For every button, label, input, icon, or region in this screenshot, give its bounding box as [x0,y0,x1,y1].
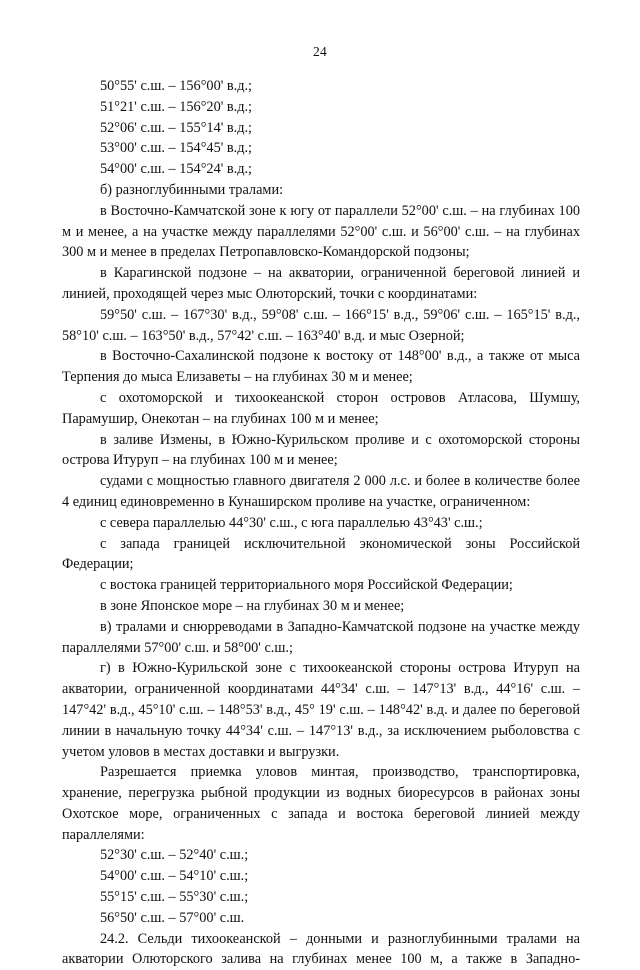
paragraph: с запада границей исключительной экономической зоны Российской Федерации; [62,535,580,573]
coordinate-line: 51°21' с.ш. – 156°20' в.д.; [100,98,253,115]
paragraph: г) в Южно-Курильской зоне с тихоокеанской стороны острова Итуруп на акватории, ограниченной координатами 44°34' с.ш. – 147°13' в.д., 44°16' с.ш. – 147°42' в.д., 45°10' с.ш. – 148°53' в.д., 45° 19' с.ш. – 148°42' в.д. и далее по береговой линии в начальную точку 44°34' с.ш. – 147°13' в.д., за исключением рыболовства с учетом уловов в местах доставки и выгрузки. [62,660,580,760]
coordinate-line: 52°06' с.ш. – 155°14' в.д.; [100,119,253,136]
paragraph: с востока границей территориального моря Российской Федерации; [100,577,513,594]
paragraph: в) тралами и снюрреводами в Западно-Камчатской подзоне на участке между параллелями 57°00' с.ш. и 58°00' с.ш.; [62,618,580,656]
paragraph: судами с мощностью главного двигателя 2 000 л.с. и более в количестве более 4 единиц единовременно в Кунаширском проливе на участке, ограниченном: [62,473,580,510]
coordinate-line: 54°00' с.ш. – 154°24' в.д.; [100,161,253,178]
paragraph: 24.2. Сельди тихоокеанской – донными и разноглубинными тралами на акватории Олюторского залива на глубинах менее 100 м, а также в Западно- [62,930,580,968]
paragraph: в Карагинской подзоне – на акватории, ограниченной береговой линией и линией, проходящей через мыс Олюторский, точки с координатами: [62,265,580,302]
coordinate-line: 56°50' с.ш. – 57°00' с.ш. [100,909,245,926]
coordinate-line: 53°00' с.ш. – 154°45' в.д.; [100,140,253,157]
page-number: 24 [313,44,327,59]
paragraph: 59°50' с.ш. – 167°30' в.д., 59°08' с.ш. – 166°15' в.д., 59°06' с.ш. – 165°15' в.д., 58°10' с.ш. – 163°50' в.д., 57°42' с.ш. – 163°40' в.д. и мыс Озерной; [62,306,580,344]
paragraph: в Восточно-Камчатской зоне к югу от параллели 52°00' с.ш. – на глубинах 100 м и менее, а на участке между параллелями 52°00' с.ш. и 56°00' с.ш. – на глубинах 300 м и менее в пределах Петропавловско-Командорской подзоны; [62,202,580,261]
paragraph: в заливе Измены, в Южно-Курильском проливе и с охотоморской стороны острова Итуруп – на глубинах 100 м и менее; [62,431,580,469]
document-body [62,76,580,970]
coordinate-line: 54°00' с.ш. – 54°10' с.ш.; [100,868,249,885]
paragraph: Разрешается приемка уловов минтая, производство, транспортировка, хранение, перегрузка рыбной продукции из водных биоресурсов в районах зоны Охотское море, ограниченных с запада и востока береговой линией между параллелями: [62,764,580,843]
coordinate-line: 55°15' с.ш. – 55°30' с.ш.; [100,889,249,906]
coordinate-line: 52°30' с.ш. – 52°40' с.ш.; [100,847,249,864]
paragraph: в Восточно-Сахалинской подзоне к востоку от 148°00' в.д., а также от мыса Терпения до мыса Елизаветы – на глубинах 30 м и менее; [62,348,580,386]
paragraph: с севера параллелью 44°30' с.ш., с юга параллелью 43°43' с.ш.; [100,514,483,531]
paragraph: с охотоморской и тихоокеанской сторон островов Атласова, Шумшу, Парамушир, Онекотан – на глубинах 100 м и менее; [62,389,580,427]
coordinate-line: 50°55' с.ш. – 156°00' в.д.; [100,78,253,94]
paragraph: б) разноглубинными тралами: [100,181,284,198]
paragraph: в зоне Японское море – на глубинах 30 м и менее; [100,597,405,614]
